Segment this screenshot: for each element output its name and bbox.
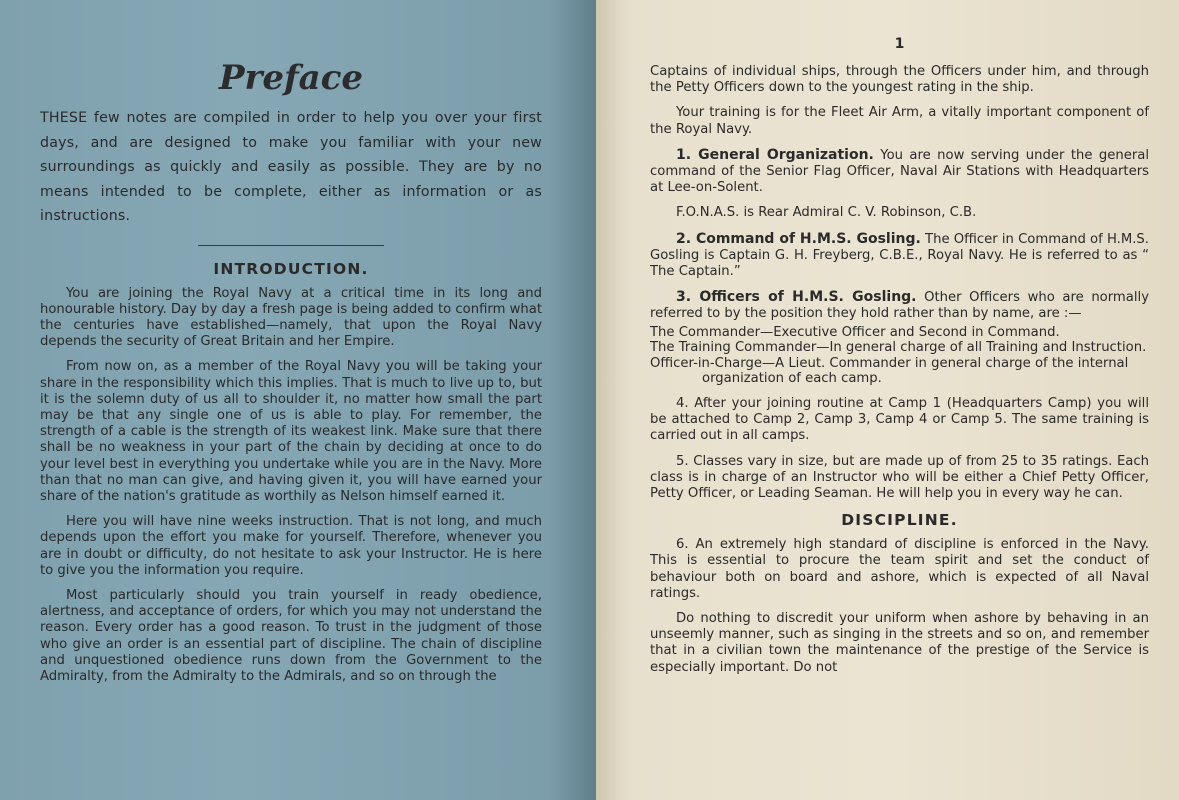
officer-item: The Commander—Executive Officer and Second in Command. [650, 324, 1060, 340]
section-2-text: The Officer in Command of H.M.S. Gosling is Captain G. H. Freyberg, C.B.E., Royal Navy. He is referred to as “ The Captain.” [650, 231, 1149, 280]
section-1-title: 1. General Organization. [676, 146, 874, 163]
continuation-text: Captains of individual ships, through the Officers under him, and through the Petty Officers down to the youngest rating in the ship. [650, 64, 1149, 96]
intro-paragraph-1: You are joining the Royal Navy at a critical time in its long and honourable history. Day by day a fresh page is being added to confirm what the centuries have established—namely, that upon the Royal Navy depends the security of Great Britain and her Empire. [40, 285, 543, 350]
section-1 [650, 147, 1149, 197]
preface-text: THESE few notes are compiled in order to help you over your first days, and are designed to make you familiar with your new surroundings as quickly and easily as possible. They are by no means intended to be complete, either as information or as instructions. [40, 110, 542, 224]
section-1-text: You are now serving under the general command of the Senior Flag Officer, Naval Air Stations with Headquarters at Lee-on-Solent. [650, 147, 1149, 196]
intro-paragraph-3: Here you will have nine weeks instruction. That is not long, and much depends upon the effort you make for yourself. Therefore, whenever you are in doubt or difficulty, do not hesitate to ask your Instructor. He is here to give you the information you require. [40, 514, 542, 578]
section-2 [650, 231, 1149, 281]
page-title: Preface [218, 58, 364, 98]
paragraph-6: 6. An extremely high standard of discipline is enforced in the Navy. This is essential to procure the team spirit and set the conduct of behaviour both on board and ashore, which is expected of all Naval ratings. [650, 537, 1149, 601]
training-text: Your training is for the Fleet Air Arm, a vitally important component of the Royal Navy. [650, 105, 1149, 137]
officer-item: The Training Commander—In general charge of all Training and Instruction. [650, 340, 1147, 356]
section-3 [650, 289, 1149, 322]
paragraph-4: 4. After your joining routine at Camp 1 (Headquarters Camp) you will be attached to Camp 2, Camp 3, Camp 4 or Camp 5. The same training is carried out in all camps. [650, 396, 1149, 444]
section-2-title: 2. Command of H.M.S. Gosling. [676, 230, 921, 247]
intro-paragraph-2: From now on, as a member of the Royal Navy you will be taking your share in the responsibility which this implies. That is much to live up to, but it is the solemn duty of us all to shoulder it, no matter how small the part may be that any single one of us is able to play. For remember, the strength of a cable is the strength of its weakest link. Make sure that there shall be no weakness in your part of the chain by deciding at once to do your level best in everything you undertake while you are in the Navy. More than that no man can give, and having given it, you will have earned your share of the nation's gratitude as worthily as Nelson himself earned it. [40, 359, 542, 504]
right-page [596, 0, 1179, 800]
divider [198, 245, 384, 246]
section-3-text: Other Officers who are normally referred to by the position they hold rather than by name, are :— [650, 290, 1149, 322]
introduction-heading: INTRODUCTION. [213, 259, 369, 278]
fonas-line: F.O.N.A.S. is Rear Admiral C. V. Robinson, C.B. [676, 205, 977, 221]
page-number: 1 [894, 36, 905, 52]
paragraph-5: 5. Classes vary in size, but are made up of from 25 to 35 ratings. Each class is in charge of an Instructor who will be either a Chief Petty Officer, Petty Officer, or Leading Seaman. He will help you in every way he can. [650, 453, 1149, 502]
discipline-heading: DISCIPLINE. [841, 511, 958, 530]
paragraph-7: Do nothing to discredit your uniform when ashore by behaving in an unseemly manner, such as singing in the streets and so on, and remember that in a civilian town the maintenance of the prestige of the Service is especially important. Do not [650, 611, 1149, 675]
intro-paragraph-4: Most particularly should you train yourself in ready obedience, alertness, and acceptance of orders, for which you may not understand the reason. Every order has a good reason. To trust in the judgment of those who give an order is an essential part of discipline. The chain of discipline and unquestioned obedience runs down from the Government to the Admiralty, from the Admiralty to the Admirals, and so on through the [40, 587, 542, 684]
officer-item: Officer-in-Charge—A Lieut. Commander in general charge of the internal organization of each camp. [650, 355, 1129, 387]
section-3-title: 3. Officers of H.M.S. Gosling. [676, 289, 917, 306]
